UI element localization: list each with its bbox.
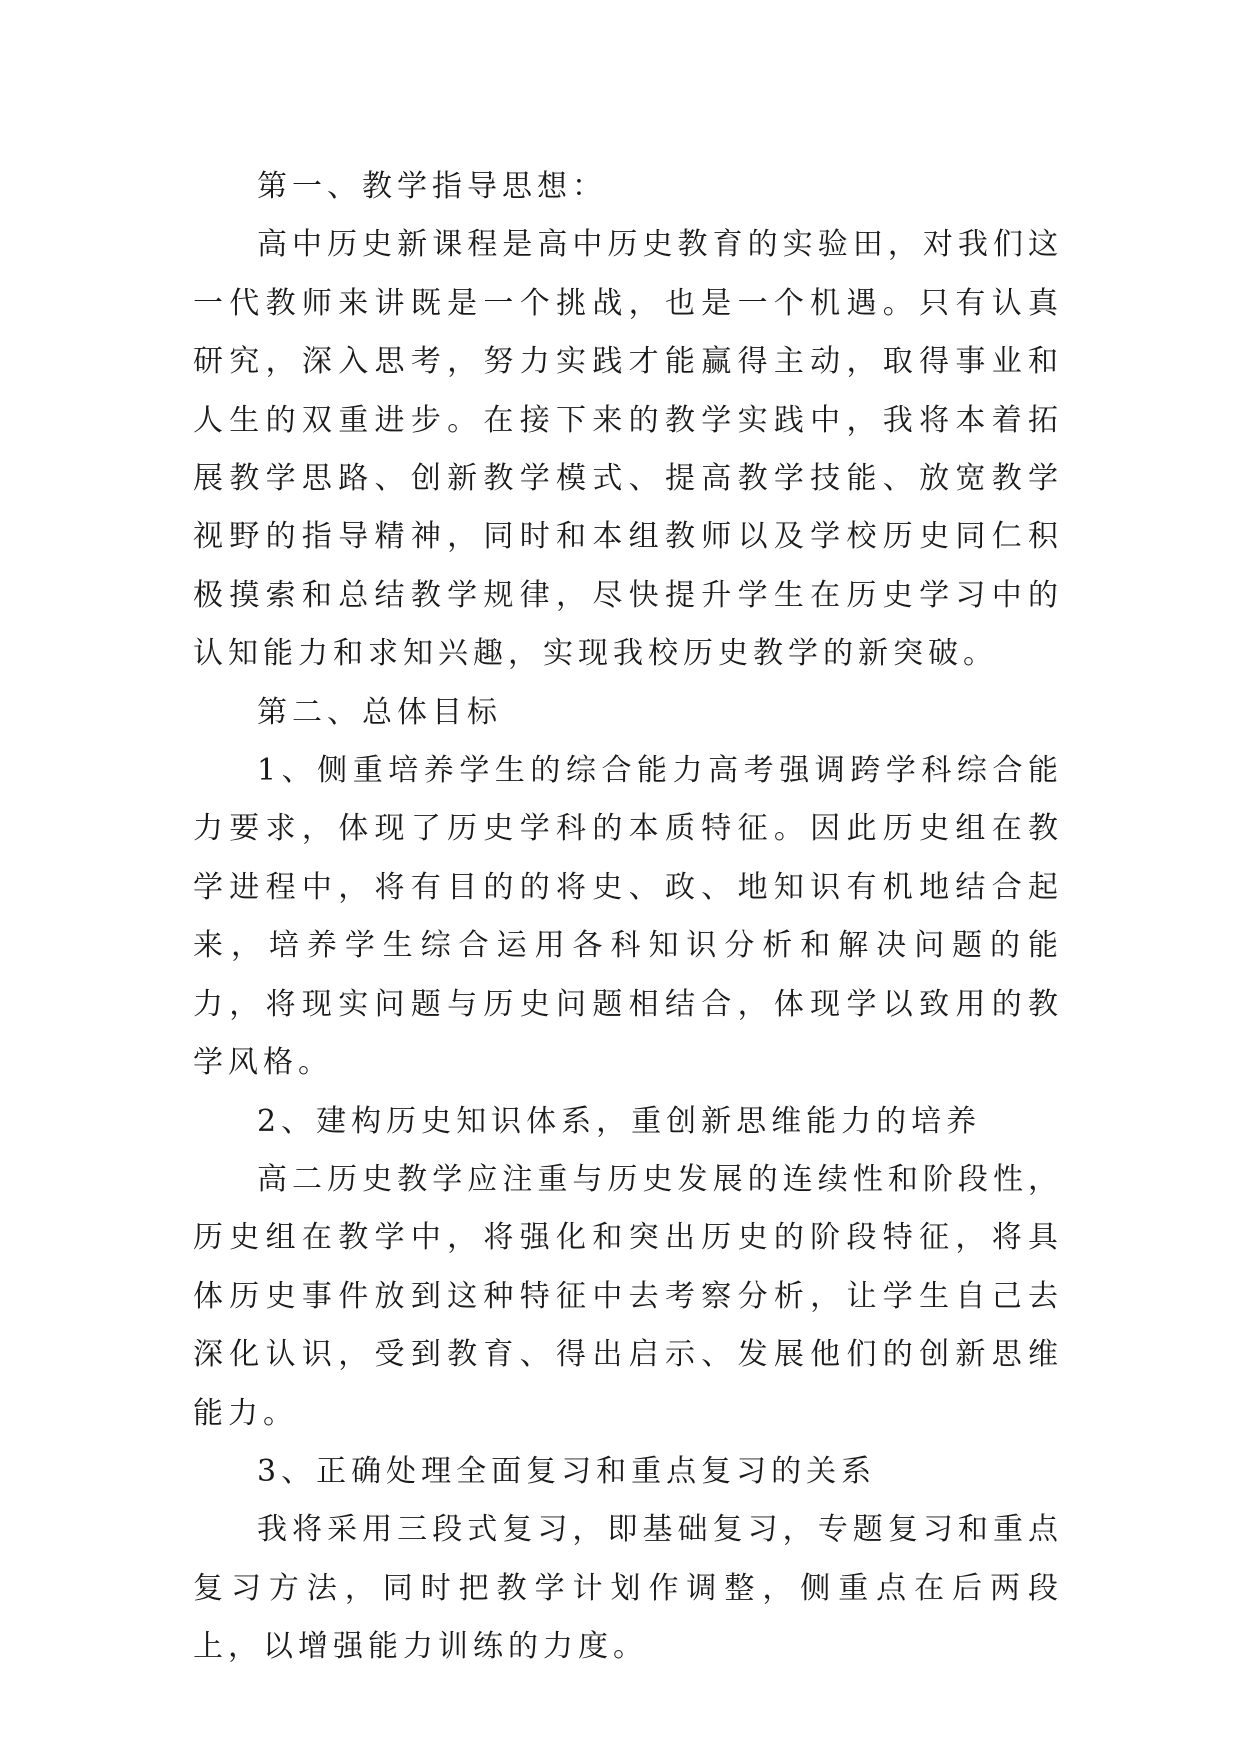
paragraph-goal-2: 高二历史教学应注重与历史发展的连续性和阶段性，历史组在教学中，将强化和突出历史的阶段特征，将具体历史事件放到这种特征中去考察分析，让学生自己去深化认识，受到教育、得出启示、发展他们的创新思维能力。 — [193, 1161, 1063, 1431]
paragraph-goal-1: 1、侧重培养学生的综合能力高考强调跨学科综合能力要求，体现了历史学科的本质特征。因此历史组在教学进程中，将有目的的将史、政、地知识有机地结合起来，培养学生综合运用各科知识分析和解决问题的能力，将现实问题与历史问题相结合，体现学以致用的教学风格。 — [193, 753, 1063, 1081]
heading-overall-goals: 第二、总体目标 — [257, 694, 502, 730]
heading-goal-3: 3、正确处理全面复习和重点复习的关系 — [257, 1453, 877, 1489]
heading-goal-2: 2、建构历史知识体系，重创新思维能力的培养 — [257, 1103, 982, 1139]
paragraph-goal-3: 我将采用三段式复习，即基础复习，专题复习和重点复习方法，同时把教学计划作调整，侧重点在后两段上，以增强能力训练的力度。 — [193, 1512, 1063, 1665]
paragraph-teaching-guidance: 高中历史新课程是高中历史教育的实验田，对我们这一代教师来讲既是一个挑战，也是一个机遇。只有认真研究，深入思考，努力实践才能赢得主动，取得事业和人生的双重进步。在接下来的教学实践中，我将本着拓展教学思路、创新教学模式、提高教学技能、放宽教学视野的指导精神，同时和本组教师以及学校历史同仁积极摸索和总结教学规律，尽快提升学生在历史学习中的认知能力和求知兴趣，实现我校历史教学的新突破。 — [193, 227, 1063, 672]
document-body — [193, 158, 1063, 1677]
heading-teaching-guidance: 第一、教学指导思想： — [257, 169, 607, 204]
